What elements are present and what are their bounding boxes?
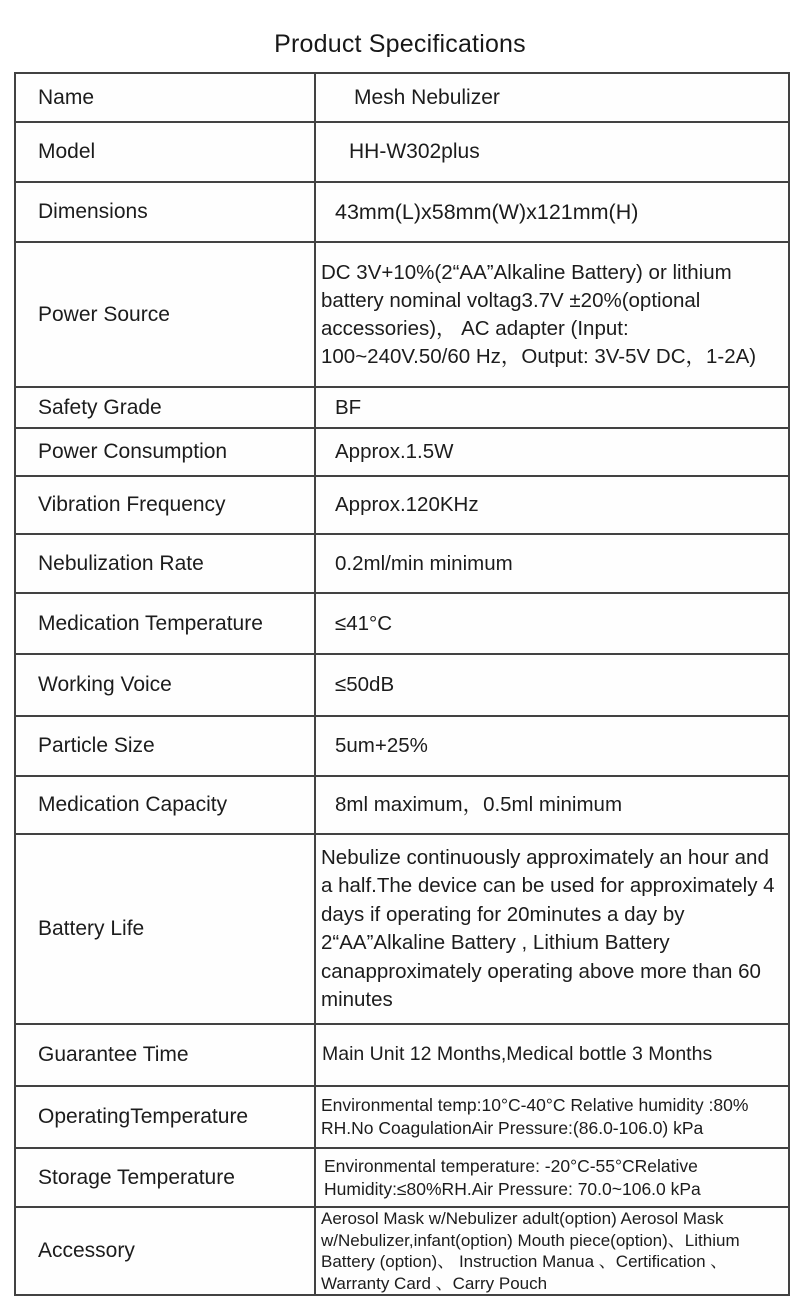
spec-row [16, 535, 788, 594]
spec-value-text: ≤50dB [335, 673, 395, 697]
spec-value-text: 5um+25% [335, 734, 428, 758]
spec-value-text: 0.2ml/min minimum [335, 551, 513, 575]
spec-value [316, 594, 788, 653]
spec-label: Dimensions [16, 183, 316, 241]
spec-row [16, 1087, 788, 1149]
spec-value [316, 655, 788, 715]
spec-row [16, 594, 788, 655]
spec-row [16, 477, 788, 535]
spec-row [16, 717, 788, 777]
spec-row [16, 655, 788, 717]
spec-table [14, 72, 790, 1296]
spec-label: Accessory [16, 1208, 316, 1294]
spec-value-text: Main Unit 12 Months,Medical bottle 3 Months [322, 1043, 713, 1066]
spec-value [316, 777, 788, 833]
spec-row [16, 1149, 788, 1208]
spec-value-text: Approx.1.5W [335, 440, 454, 464]
spec-label: OperatingTemperature [16, 1087, 316, 1147]
spec-row [16, 123, 788, 183]
spec-value [316, 1025, 788, 1085]
spec-row [16, 777, 788, 835]
spec-value-text: Nebulize continuously approximately an hour and a half.The device can be used for approximately 4 days if operating for 20minutes a day by 2“AA”Alkaline Battery , Lithium Battery canapproximately operating above more than 60 minutes [321, 845, 775, 1011]
spec-value-text: 8ml maximum，0.5ml minimum [335, 793, 623, 817]
spec-label: Working Voice [16, 655, 316, 715]
spec-label: Storage Temperature [16, 1149, 316, 1206]
spec-row [16, 243, 788, 388]
spec-value [316, 388, 788, 427]
spec-label: Power Consumption [16, 429, 316, 475]
spec-value-text: BF [335, 395, 362, 419]
spec-label: Name [16, 74, 316, 121]
spec-value [316, 1208, 788, 1294]
spec-label: Medication Temperature [16, 594, 316, 653]
spec-value-text: HH-W302plus [349, 140, 480, 164]
spec-value-text: DC 3V+10%(2“AA”Alkaline Battery) or lithium battery nominal voltag3.7V ±20%(optional accessories)， AC adapter (Input: 100~240V.50/60 Hz，Output: 3V-5V DC，1-2A) [321, 260, 757, 368]
spec-value-text: Aerosol Mask w/Nebulizer adult(option) Aerosol Mask w/Nebulizer,infant(option) Mouth piece(option)、Lithium Battery (option)、 Instruction Manua 、Certification 、 Warranty Card 、Carry Pouch [321, 1209, 740, 1293]
spec-row [16, 388, 788, 429]
spec-label: Particle Size [16, 717, 316, 775]
spec-value [316, 123, 788, 181]
spec-label: Vibration Frequency [16, 477, 316, 533]
spec-value [316, 835, 788, 1023]
spec-value [316, 717, 788, 775]
spec-value [316, 429, 788, 475]
spec-value [316, 243, 788, 386]
spec-value [316, 1087, 788, 1147]
spec-label: Medication Capacity [16, 777, 316, 833]
spec-label: Guarantee Time [16, 1025, 316, 1085]
spec-value-text: ≤41°C [335, 611, 393, 635]
spec-value [316, 477, 788, 533]
spec-label: Model [16, 123, 316, 181]
spec-row [16, 1208, 788, 1294]
page-title: Product Specifications [274, 30, 526, 58]
spec-value-text: 43mm(L)x58mm(W)x121mm(H) [335, 199, 639, 224]
spec-label: Nebulization Rate [16, 535, 316, 592]
spec-value-text: Approx.120KHz [335, 493, 479, 517]
spec-value [316, 183, 788, 241]
spec-row [16, 183, 788, 243]
spec-label: Power Source [16, 243, 316, 386]
spec-value-text: Environmental temperature: -20°C-55°CRelative Humidity:≤80%RH.Air Pressure: 70.0~106.0 kPa [324, 1155, 701, 1199]
spec-value [316, 1149, 788, 1206]
spec-value-text: Environmental temp:10°C-40°C Relative humidity :80% RH.No CoagulationAir Pressure:(86.0-106.0) kPa [321, 1095, 749, 1138]
spec-value [316, 535, 788, 592]
spec-label: Battery Life [16, 835, 316, 1023]
spec-row [16, 835, 788, 1025]
spec-label: Safety Grade [16, 388, 316, 427]
spec-row [16, 74, 788, 123]
spec-value [316, 74, 788, 121]
spec-row [16, 1025, 788, 1087]
spec-row [16, 429, 788, 477]
spec-value-text: Mesh Nebulizer [354, 85, 500, 109]
